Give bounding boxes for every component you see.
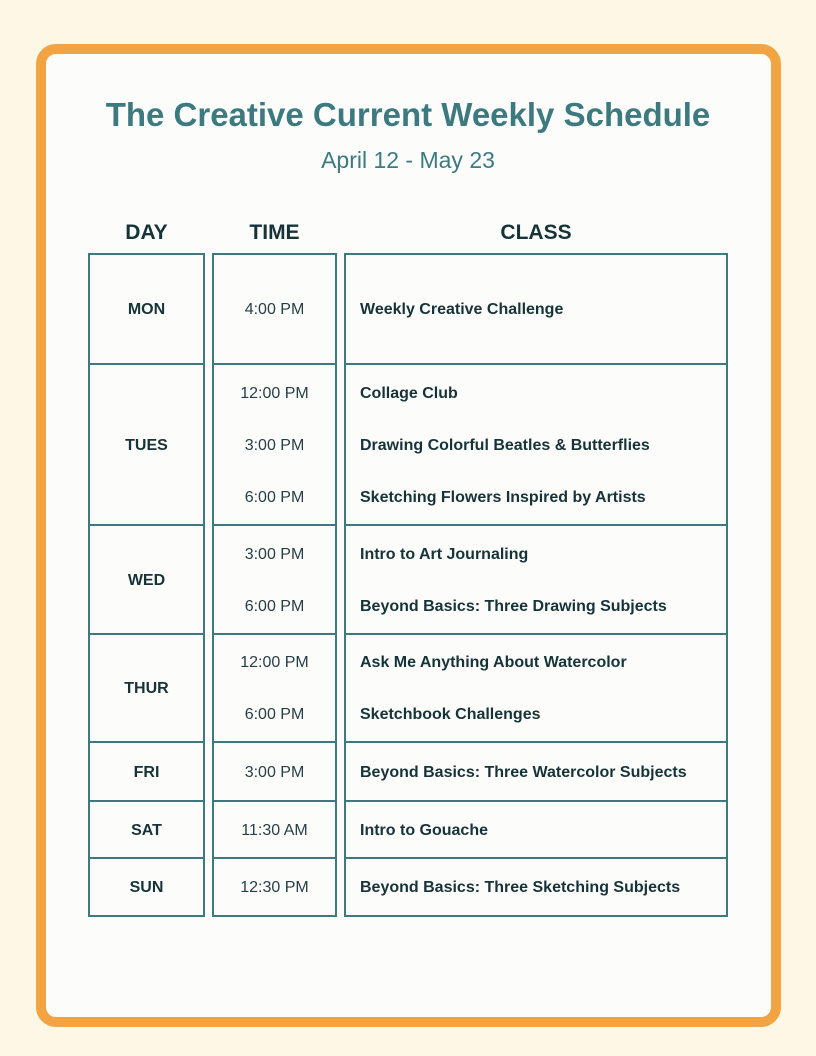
day-cell	[90, 363, 203, 524]
day-cell	[90, 524, 203, 633]
time-cell	[214, 253, 335, 363]
class-cell	[346, 741, 726, 800]
header-class: CLASS	[500, 221, 572, 244]
time-cell	[214, 363, 335, 524]
session-class: Weekly Creative Challenge	[360, 301, 564, 318]
session-class: Drawing Colorful Beatles & Butterflies	[360, 436, 650, 454]
class-cell	[346, 857, 726, 915]
day-label: TUES	[125, 436, 168, 454]
class-cell	[346, 633, 726, 741]
day-cell	[90, 800, 203, 857]
session-time: 6:00 PM	[244, 706, 305, 723]
class-cell	[346, 253, 726, 363]
day-column	[88, 253, 205, 917]
day-label: FRI	[133, 763, 160, 781]
time-cell	[214, 741, 335, 800]
day-label: SUN	[129, 879, 164, 896]
session-time: 12:30 PM	[240, 879, 309, 896]
session-time: 3:00 PM	[244, 763, 305, 781]
day-label: WED	[127, 571, 166, 589]
time-cell	[214, 857, 335, 915]
session-time: 3:00 PM	[244, 545, 305, 563]
header-day: DAY	[125, 221, 168, 244]
day-cell	[90, 741, 203, 800]
session-class: Sketchbook Challenges	[360, 706, 541, 723]
session-class: Ask Me Anything About Watercolor	[360, 654, 627, 671]
time-cell	[214, 633, 335, 741]
date-range: April 12 - May 23	[321, 147, 495, 173]
session-time: 12:00 PM	[240, 654, 309, 671]
time-cell	[214, 524, 335, 633]
session-time: 11:30 AM	[241, 821, 308, 839]
session-class: Beyond Basics: Three Watercolor Subjects	[360, 763, 687, 781]
session-time: 3:00 PM	[244, 436, 305, 454]
time-column	[212, 253, 337, 917]
session-class: Beyond Basics: Three Sketching Subjects	[360, 879, 681, 896]
session-class: Intro to Art Journaling	[360, 545, 529, 563]
class-column	[344, 253, 728, 917]
day-cell	[90, 857, 203, 915]
class-cell	[346, 524, 726, 633]
header-time: TIME	[249, 221, 300, 244]
session-class: Sketching Flowers Inspired by Artists	[360, 488, 646, 506]
day-label: THUR	[124, 680, 169, 697]
session-class: Collage Club	[360, 384, 458, 402]
page-title: The Creative Current Weekly Schedule	[105, 96, 711, 133]
class-cell	[346, 363, 726, 524]
day-cell	[90, 253, 203, 363]
day-label: SAT	[131, 821, 162, 839]
day-cell	[90, 633, 203, 741]
session-class: Beyond Basics: Three Drawing Subjects	[360, 597, 667, 615]
session-time: 6:00 PM	[244, 488, 305, 506]
time-cell	[214, 800, 335, 857]
session-time: 6:00 PM	[244, 597, 305, 615]
session-time: 4:00 PM	[244, 301, 305, 318]
day-label: MON	[127, 301, 166, 318]
session-class: Intro to Gouache	[360, 821, 488, 839]
class-cell	[346, 800, 726, 857]
session-time: 12:00 PM	[240, 384, 309, 402]
